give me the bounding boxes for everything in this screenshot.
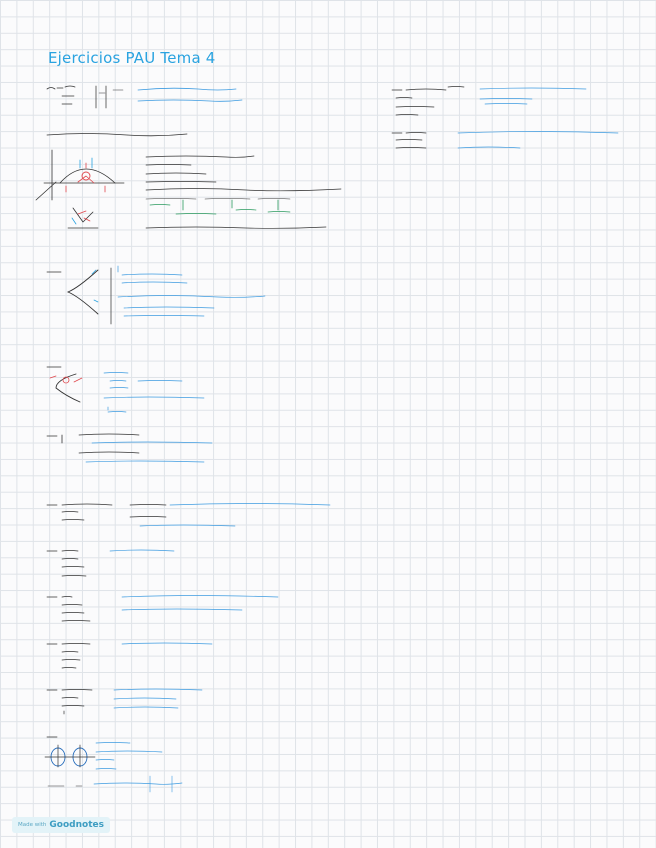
watermark-brand: Goodnotes (49, 820, 104, 830)
page-title: Ejercicios PAU Tema 4 (48, 49, 216, 67)
exercise-8 (47, 596, 278, 622)
exercise-13 (392, 132, 618, 149)
exercise-1 (47, 86, 242, 108)
exercise-7 (47, 550, 174, 576)
exercise-2 (36, 134, 341, 229)
exercise-11 (45, 737, 182, 792)
exercise-4 (47, 367, 204, 412)
watermark-made-with: Made with (18, 822, 47, 828)
goodnotes-watermark (12, 817, 110, 833)
exercise-5 (47, 434, 212, 462)
exercise-10 (47, 689, 202, 714)
exercise-12 (392, 87, 586, 116)
exercise-3 (47, 266, 265, 324)
exercise-6 (47, 504, 330, 527)
exercise-9 (47, 643, 212, 668)
